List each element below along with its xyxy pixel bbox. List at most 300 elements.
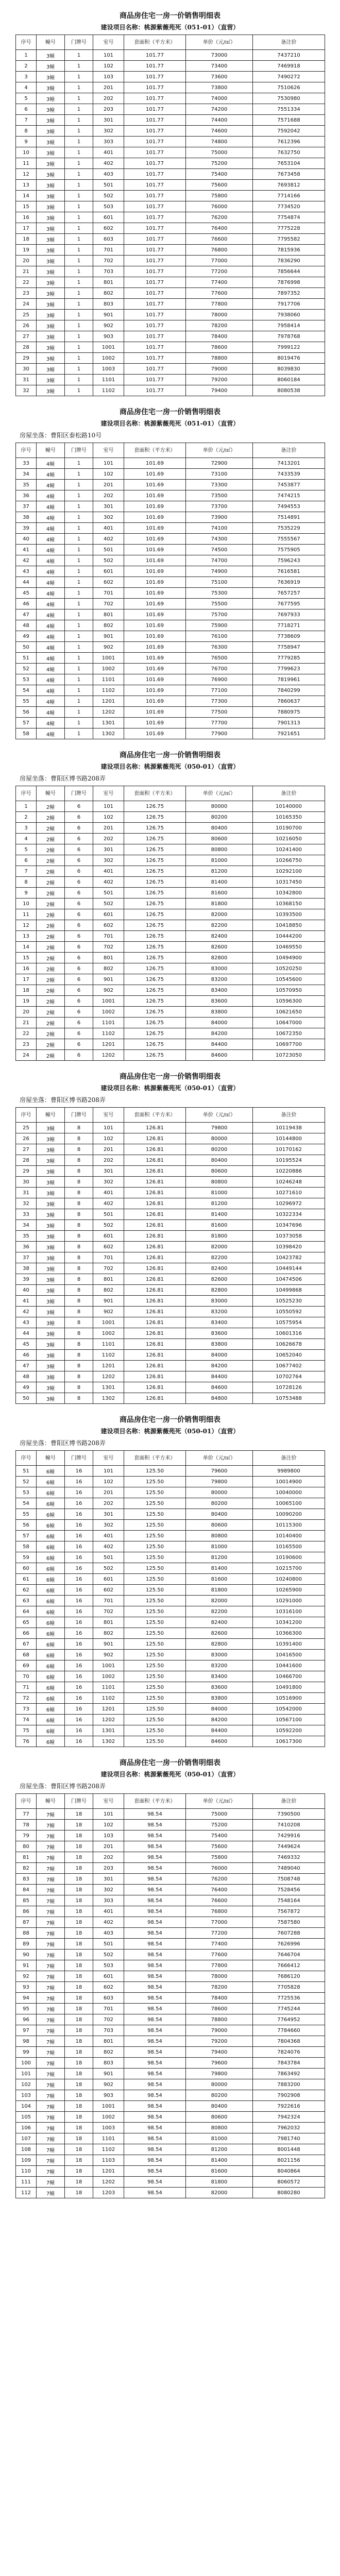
table-cell: 2幢 bbox=[37, 953, 65, 963]
price-list-section bbox=[15, 750, 325, 1061]
table-cell: 77000 bbox=[186, 256, 253, 266]
table-row bbox=[16, 877, 325, 888]
table-cell: 7693812 bbox=[253, 180, 325, 191]
table-cell: 7922616 bbox=[253, 2101, 325, 2112]
table-cell: 7幢 bbox=[37, 1939, 65, 1950]
table-cell: 98.54 bbox=[124, 1960, 186, 1971]
table-cell: 77400 bbox=[186, 277, 253, 288]
table-cell: 83000 bbox=[186, 1296, 253, 1307]
table-row bbox=[16, 1509, 325, 1520]
table-row bbox=[16, 1274, 325, 1285]
table-cell: 6 bbox=[65, 899, 93, 909]
table-row bbox=[16, 310, 325, 320]
table-cell: 126.75 bbox=[124, 834, 186, 844]
table-cell: 10140000 bbox=[253, 801, 325, 812]
table-cell: 3幢 bbox=[37, 115, 65, 126]
table-cell: 1 bbox=[16, 801, 37, 812]
table-cell: 701 bbox=[93, 2004, 124, 2014]
table-header-row bbox=[16, 1108, 325, 1123]
table-cell: 101.77 bbox=[124, 277, 186, 288]
table-cell: 8 bbox=[65, 1123, 93, 1133]
table-cell: 8 bbox=[65, 1144, 93, 1155]
table-row bbox=[16, 1736, 325, 1747]
table-cell: 6幢 bbox=[37, 1541, 65, 1552]
table-cell: 7921651 bbox=[253, 728, 325, 739]
table-cell: 401 bbox=[93, 866, 124, 877]
table-row bbox=[16, 1198, 325, 1209]
project-name: 建设项目名称：桃源紫薇苑死（050-01）（直营） bbox=[100, 1428, 240, 1435]
table-row bbox=[16, 1155, 325, 1166]
table-cell: 80000 bbox=[186, 1133, 253, 1144]
table-cell: 3幢 bbox=[37, 1382, 65, 1393]
price-list-section bbox=[15, 1071, 325, 1404]
table-cell: 98.54 bbox=[124, 2144, 186, 2155]
table-cell: 6 bbox=[65, 834, 93, 844]
table-cell: 84600 bbox=[186, 1382, 253, 1393]
section-title: 商品房住宅一房一价销售明细表 bbox=[120, 408, 220, 416]
table-cell: 8 bbox=[65, 1371, 93, 1382]
table-cell: 3幢 bbox=[37, 137, 65, 147]
table-cell: 101.69 bbox=[124, 599, 186, 609]
table-cell: 24 bbox=[16, 1050, 37, 1061]
table-cell: 10449144 bbox=[253, 1263, 325, 1274]
table-cell: 302 bbox=[93, 1520, 124, 1531]
table-cell: 18 bbox=[65, 2004, 93, 2014]
table-cell: 1201 bbox=[93, 1361, 124, 1371]
table-cell: 4幢 bbox=[37, 555, 65, 566]
table-cell: 403 bbox=[93, 1928, 124, 1939]
table-cell: 3幢 bbox=[37, 1317, 65, 1328]
table-row bbox=[16, 1563, 325, 1574]
table-cell: 4幢 bbox=[37, 599, 65, 609]
table-cell: 16 bbox=[65, 1693, 93, 1704]
table-cell: 901 bbox=[93, 1296, 124, 1307]
table-cell: 84000 bbox=[186, 1704, 253, 1715]
table-cell: 16 bbox=[65, 1563, 93, 1574]
table-cell: 98.54 bbox=[124, 2101, 186, 2112]
table-cell: 403 bbox=[93, 169, 124, 180]
table-cell: 60 bbox=[16, 1563, 37, 1574]
table-cell: 81200 bbox=[186, 2144, 253, 2155]
table-cell: 10728126 bbox=[253, 1382, 325, 1393]
table-cell: 101.77 bbox=[124, 299, 186, 310]
table-cell: 75500 bbox=[186, 599, 253, 609]
table-cell: 1001 bbox=[93, 2101, 124, 2112]
table-cell: 51 bbox=[16, 653, 37, 664]
table-row bbox=[16, 126, 325, 137]
table-cell: 8019476 bbox=[253, 353, 325, 364]
table-cell: 16 bbox=[65, 1520, 93, 1531]
table-cell: 77100 bbox=[186, 685, 253, 696]
table-cell: 16 bbox=[65, 1660, 93, 1671]
table-cell: 15 bbox=[16, 201, 37, 212]
table-cell: 3幢 bbox=[37, 1252, 65, 1263]
table-cell: 1 bbox=[65, 245, 93, 256]
table-cell: 101.69 bbox=[124, 718, 186, 728]
table-cell: 10144800 bbox=[253, 1133, 325, 1144]
table-cell: 18 bbox=[65, 1906, 93, 1917]
table-cell: 31 bbox=[16, 375, 37, 385]
table-cell: 501 bbox=[93, 180, 124, 191]
table-cell: 3幢 bbox=[37, 1274, 65, 1285]
table-cell: 81800 bbox=[186, 2177, 253, 2188]
table-cell: 10499868 bbox=[253, 1285, 325, 1296]
table-cell: 901 bbox=[93, 2069, 124, 2079]
table-cell: 1202 bbox=[93, 2177, 124, 2188]
table-cell: 1101 bbox=[93, 674, 124, 685]
table-cell: 8 bbox=[65, 1307, 93, 1317]
table-cell: 38 bbox=[16, 1263, 37, 1274]
table-cell: 10601316 bbox=[253, 1328, 325, 1339]
table-cell: 6 bbox=[65, 1039, 93, 1050]
table-cell: 10621650 bbox=[253, 1007, 325, 1018]
table-cell: 401 bbox=[93, 1188, 124, 1198]
table-cell: 18 bbox=[65, 2144, 93, 2155]
table-cell: 7幢 bbox=[37, 2090, 65, 2101]
table-cell: 37 bbox=[16, 501, 37, 512]
table-row bbox=[16, 1596, 325, 1606]
table-cell: 1 bbox=[65, 620, 93, 631]
table-cell: 7528456 bbox=[253, 1885, 325, 1895]
table-cell: 7489040 bbox=[253, 1863, 325, 1874]
table-cell: 10366300 bbox=[253, 1628, 325, 1639]
table-row bbox=[16, 288, 325, 299]
table-cell: 7410208 bbox=[253, 1820, 325, 1831]
column-header: 备注价 bbox=[253, 443, 325, 458]
table-cell: 6 bbox=[65, 996, 93, 1007]
table-cell: 18 bbox=[65, 1874, 93, 1885]
table-cell: 77700 bbox=[186, 718, 253, 728]
table-cell: 7917706 bbox=[253, 299, 325, 310]
table-cell: 18 bbox=[65, 2123, 93, 2133]
table-cell: 18 bbox=[65, 2047, 93, 2058]
table-row bbox=[16, 2155, 325, 2166]
table-cell: 76000 bbox=[186, 201, 253, 212]
table-cell: 6幢 bbox=[37, 1715, 65, 1725]
table-cell: 18 bbox=[65, 2025, 93, 2036]
table-cell: 13 bbox=[16, 180, 37, 191]
table-cell: 18 bbox=[65, 2188, 93, 2198]
table-cell: 78200 bbox=[186, 1982, 253, 1993]
table-cell: 16 bbox=[16, 212, 37, 223]
column-header: 门牌号 bbox=[65, 1108, 93, 1123]
table-cell: 1202 bbox=[93, 1371, 124, 1382]
table-cell: 16 bbox=[65, 1715, 93, 1725]
table-cell: 126.81 bbox=[124, 1263, 186, 1274]
table-cell: 18 bbox=[65, 1993, 93, 2004]
table-cell: 7幢 bbox=[37, 2004, 65, 2014]
table-cell: 2 bbox=[16, 61, 37, 72]
table-row bbox=[16, 566, 325, 577]
table-cell: 6 bbox=[65, 888, 93, 899]
table-cell: 7幢 bbox=[37, 2079, 65, 2090]
table-cell: 3幢 bbox=[37, 353, 65, 364]
table-cell: 203 bbox=[93, 104, 124, 115]
table-cell: 8 bbox=[65, 1220, 93, 1231]
table-cell: 602 bbox=[93, 920, 124, 931]
table-cell: 76400 bbox=[186, 223, 253, 234]
table-cell: 80400 bbox=[186, 1509, 253, 1520]
table-cell: 10195524 bbox=[253, 1155, 325, 1166]
table-cell: 91 bbox=[16, 1960, 37, 1971]
table-cell: 703 bbox=[93, 266, 124, 277]
table-cell: 98 bbox=[16, 2036, 37, 2047]
table-cell: 701 bbox=[93, 1596, 124, 1606]
table-cell: 101.77 bbox=[124, 50, 186, 61]
table-cell: 81600 bbox=[186, 2166, 253, 2177]
table-cell: 21 bbox=[16, 266, 37, 277]
table-cell: 125.50 bbox=[124, 1628, 186, 1639]
table-cell: 1 bbox=[65, 609, 93, 620]
table-row bbox=[16, 1263, 325, 1274]
table-cell: 2幢 bbox=[37, 942, 65, 953]
table-cell: 10220886 bbox=[253, 1166, 325, 1177]
table-cell: 1 bbox=[65, 566, 93, 577]
table-cell: 18 bbox=[65, 2133, 93, 2144]
table-cell: 7幢 bbox=[37, 1885, 65, 1895]
table-cell: 8 bbox=[65, 1209, 93, 1220]
table-cell: 63 bbox=[16, 1596, 37, 1606]
table-row bbox=[16, 1220, 325, 1231]
table-cell: 90 bbox=[16, 1950, 37, 1960]
table-row bbox=[16, 480, 325, 490]
project-name: 建设项目名称：桃源紫薇苑死（050-01）（直营） bbox=[100, 1771, 240, 1778]
table-row bbox=[16, 1895, 325, 1906]
table-cell: 73300 bbox=[186, 480, 253, 490]
table-cell: 43 bbox=[16, 566, 37, 577]
table-cell: 126.75 bbox=[124, 888, 186, 899]
table-cell: 2幢 bbox=[37, 801, 65, 812]
table-cell: 101.69 bbox=[124, 523, 186, 534]
table-cell: 7795582 bbox=[253, 234, 325, 245]
table-cell: 102 bbox=[93, 1820, 124, 1831]
table-cell: 10652040 bbox=[253, 1350, 325, 1361]
table-cell: 125.50 bbox=[124, 1650, 186, 1660]
table-cell: 4幢 bbox=[37, 545, 65, 555]
table-cell: 101 bbox=[93, 458, 124, 469]
table-cell: 10 bbox=[16, 147, 37, 158]
table-cell: 3幢 bbox=[37, 1285, 65, 1296]
table-row bbox=[16, 2004, 325, 2014]
table-cell: 83200 bbox=[186, 1307, 253, 1317]
table-cell: 1002 bbox=[93, 2112, 124, 2123]
table-cell: 101.77 bbox=[124, 320, 186, 331]
table-row bbox=[16, 1339, 325, 1350]
table-row bbox=[16, 82, 325, 93]
table-cell: 101.77 bbox=[124, 147, 186, 158]
table-cell: 101 bbox=[93, 1123, 124, 1133]
table-cell: 39 bbox=[16, 523, 37, 534]
table-cell: 72 bbox=[16, 1693, 37, 1704]
table-cell: 47 bbox=[16, 609, 37, 620]
table-cell: 83800 bbox=[186, 1339, 253, 1350]
table-cell: 201 bbox=[93, 1487, 124, 1498]
table-row bbox=[16, 942, 325, 953]
section-title: 商品房住宅一房一价销售明细表 bbox=[120, 1416, 220, 1424]
table-cell: 10090200 bbox=[253, 1509, 325, 1520]
table-cell: 7幢 bbox=[37, 2036, 65, 2047]
table-cell: 7677595 bbox=[253, 599, 325, 609]
table-cell: 83800 bbox=[186, 1693, 253, 1704]
table-cell: 7725536 bbox=[253, 1993, 325, 2004]
table-cell: 74500 bbox=[186, 545, 253, 555]
table-cell: 702 bbox=[93, 1606, 124, 1617]
table-cell: 7596243 bbox=[253, 555, 325, 566]
table-cell: 7673458 bbox=[253, 169, 325, 180]
table-cell: 76900 bbox=[186, 674, 253, 685]
table-row bbox=[16, 1007, 325, 1018]
table-cell: 84200 bbox=[186, 1361, 253, 1371]
table-cell: 15 bbox=[16, 953, 37, 963]
table-cell: 10596300 bbox=[253, 996, 325, 1007]
table-cell: 3幢 bbox=[37, 320, 65, 331]
table-cell: 16 bbox=[65, 1574, 93, 1585]
table-cell: 10373058 bbox=[253, 1231, 325, 1242]
table-cell: 1302 bbox=[93, 1393, 124, 1404]
table-cell: 801 bbox=[93, 2036, 124, 2047]
table-cell: 98.54 bbox=[124, 1885, 186, 1895]
table-cell: 98.54 bbox=[124, 2188, 186, 2198]
table-cell: 78600 bbox=[186, 342, 253, 353]
table-cell: 602 bbox=[93, 577, 124, 588]
table-cell: 73400 bbox=[186, 61, 253, 72]
table-cell: 202 bbox=[93, 1852, 124, 1863]
table-row bbox=[16, 1617, 325, 1628]
table-cell: 126.75 bbox=[124, 1028, 186, 1039]
table-cell: 80800 bbox=[186, 2123, 253, 2133]
table-row bbox=[16, 1487, 325, 1498]
table-cell: 55 bbox=[16, 696, 37, 707]
table-cell: 703 bbox=[93, 2025, 124, 2036]
table-row bbox=[16, 1660, 325, 1671]
table-cell: 16 bbox=[65, 1704, 93, 1715]
table-cell: 93 bbox=[16, 1982, 37, 1993]
table-cell: 7幢 bbox=[37, 1906, 65, 1917]
table-cell: 101 bbox=[93, 50, 124, 61]
table-cell: 34 bbox=[16, 469, 37, 480]
table-cell: 84 bbox=[16, 1885, 37, 1895]
table-cell: 76500 bbox=[186, 653, 253, 664]
table-cell: 1301 bbox=[93, 718, 124, 728]
table-cell: 54 bbox=[16, 1498, 37, 1509]
table-cell: 2幢 bbox=[37, 812, 65, 823]
table-cell: 7901313 bbox=[253, 718, 325, 728]
table-cell: 10119438 bbox=[253, 1123, 325, 1133]
property-location: 房屋坐落：曹阳区博书路208弄 bbox=[20, 1783, 106, 1790]
table-cell: 302 bbox=[93, 512, 124, 523]
table-cell: 28 bbox=[16, 1155, 37, 1166]
table-row bbox=[16, 1885, 325, 1895]
table-row bbox=[16, 137, 325, 147]
table-cell: 8 bbox=[65, 1285, 93, 1296]
column-header: 套面积（平方米） bbox=[124, 1794, 186, 1809]
table-cell: 101.77 bbox=[124, 288, 186, 299]
table-cell: 74 bbox=[16, 1715, 37, 1725]
table-cell: 501 bbox=[93, 545, 124, 555]
table-cell: 79000 bbox=[186, 364, 253, 375]
table-cell: 7804368 bbox=[253, 2036, 325, 2047]
table-cell: 3幢 bbox=[37, 147, 65, 158]
table-cell: 602 bbox=[93, 1242, 124, 1252]
table-cell: 81200 bbox=[186, 1198, 253, 1209]
table-cell: 101.77 bbox=[124, 245, 186, 256]
column-header: 幢号 bbox=[37, 443, 65, 458]
table-cell: 1002 bbox=[93, 1007, 124, 1018]
table-cell: 10296972 bbox=[253, 1198, 325, 1209]
table-cell: 2幢 bbox=[37, 1039, 65, 1050]
table-cell: 3幢 bbox=[37, 212, 65, 223]
table-cell: 74100 bbox=[186, 523, 253, 534]
table-cell: 101 bbox=[93, 1466, 124, 1477]
table-cell: 83200 bbox=[186, 974, 253, 985]
table-cell: 7567872 bbox=[253, 1906, 325, 1917]
table-cell: 98.54 bbox=[124, 1809, 186, 1820]
table-cell: 126.81 bbox=[124, 1155, 186, 1166]
table-cell: 80 bbox=[16, 1841, 37, 1852]
table-cell: 125.50 bbox=[124, 1639, 186, 1650]
table-cell: 81000 bbox=[186, 855, 253, 866]
table-cell: 84600 bbox=[186, 1736, 253, 1747]
table-cell: 29 bbox=[16, 1166, 37, 1177]
table-cell: 98.54 bbox=[124, 2004, 186, 2014]
table-cell: 7514891 bbox=[253, 512, 325, 523]
table-cell: 7413201 bbox=[253, 458, 325, 469]
table-cell: 98.54 bbox=[124, 1971, 186, 1982]
table-cell: 80800 bbox=[186, 844, 253, 855]
table-row bbox=[16, 342, 325, 353]
table-cell: 36 bbox=[16, 1242, 37, 1252]
table-cell: 10647000 bbox=[253, 1018, 325, 1028]
table-cell: 16 bbox=[65, 1487, 93, 1498]
table-cell: 76200 bbox=[186, 212, 253, 223]
table-cell: 109 bbox=[16, 2155, 37, 2166]
table-row bbox=[16, 299, 325, 310]
table-cell: 101 bbox=[93, 1809, 124, 1820]
table-cell: 1 bbox=[65, 115, 93, 126]
table-cell: 1 bbox=[65, 501, 93, 512]
table-cell: 82200 bbox=[186, 1252, 253, 1263]
table-row bbox=[16, 158, 325, 169]
table-cell: 98.54 bbox=[124, 2014, 186, 2025]
table-cell: 94 bbox=[16, 1993, 37, 2004]
table-cell: 702 bbox=[93, 942, 124, 953]
table-cell: 1 bbox=[65, 534, 93, 545]
table-cell: 2幢 bbox=[37, 834, 65, 844]
table-cell: 125.50 bbox=[124, 1671, 186, 1682]
table-cell: 102 bbox=[93, 1133, 124, 1144]
table-cell: 3幢 bbox=[37, 93, 65, 104]
table-cell: 10672350 bbox=[253, 1028, 325, 1039]
table-cell: 202 bbox=[93, 93, 124, 104]
table-cell: 303 bbox=[93, 137, 124, 147]
table-cell: 125.50 bbox=[124, 1531, 186, 1541]
table-cell: 10466700 bbox=[253, 1671, 325, 1682]
table-cell: 3幢 bbox=[37, 1307, 65, 1317]
table-cell: 10474506 bbox=[253, 1274, 325, 1285]
table-cell: 98.54 bbox=[124, 1906, 186, 1917]
table-row bbox=[16, 1123, 325, 1133]
table-cell: 2 bbox=[16, 812, 37, 823]
table-cell: 6幢 bbox=[37, 1660, 65, 1671]
table-cell: 82400 bbox=[186, 931, 253, 942]
table-row bbox=[16, 1317, 325, 1328]
table-cell: 4幢 bbox=[37, 512, 65, 523]
table-row bbox=[16, 93, 325, 104]
table-cell: 126.81 bbox=[124, 1144, 186, 1155]
table-cell: 6幢 bbox=[37, 1498, 65, 1509]
table-row bbox=[16, 834, 325, 844]
table-cell: 1 bbox=[65, 266, 93, 277]
